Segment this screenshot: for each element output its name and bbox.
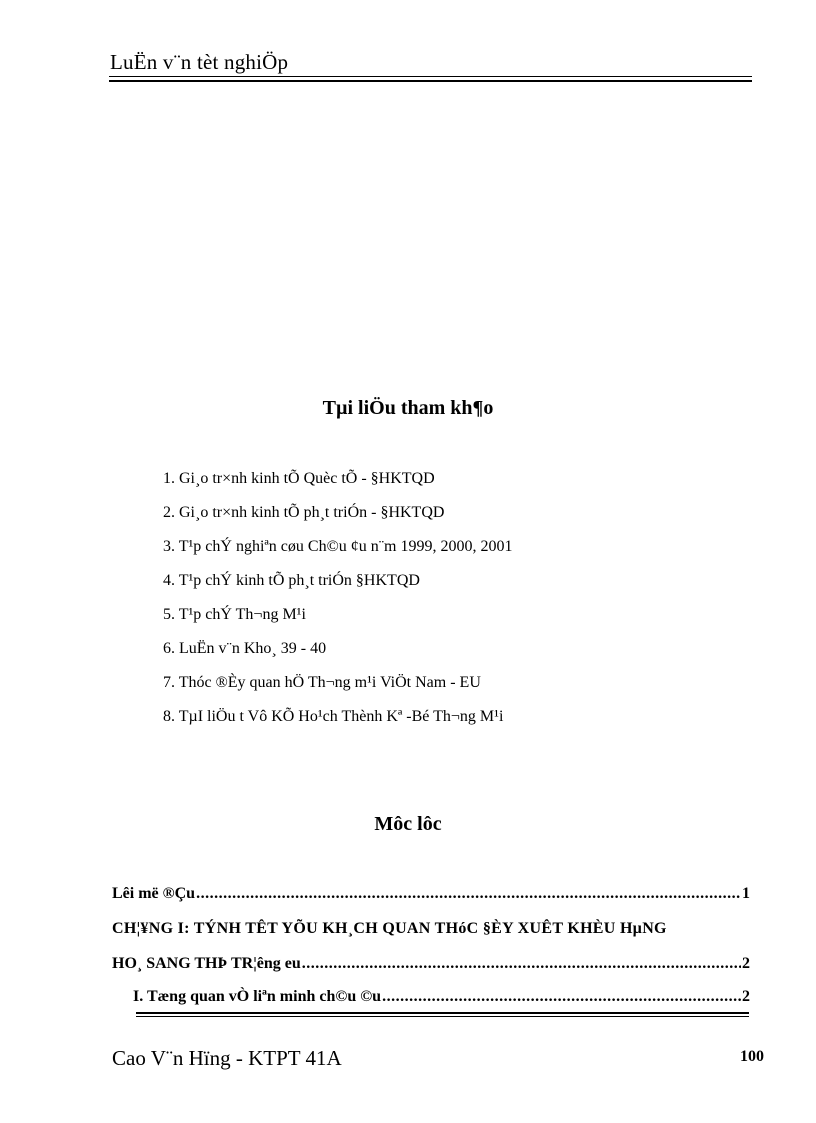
toc-entry-chapter-1-cont[interactable] [112,955,750,977]
header-title: LuËn v¨n tèt nghiÖp [110,50,289,74]
toc-leader-dots [196,885,741,903]
toc-entry-page: 2 [742,988,750,1005]
reference-item: 1. Gi¸o tr×nh kinh tÕ Quèc tÕ - §HKTQD [163,470,435,487]
toc-entry-text: Lêi më ®Çu [112,885,196,902]
toc-title: Môc lôc [374,813,442,835]
toc-entry-chapter-1[interactable]: CH¦¥NG I: TÝNH TÊT YÕU KH¸CH QUAN THóC §ÈY XUÊT KHÈU HµNG [112,920,667,937]
references-list [163,468,513,740]
toc-entry-page: 2 [742,955,750,972]
reference-item: 5. T¹p chÝ Th¬ng M¹i [163,606,306,623]
toc-entry-section-1[interactable] [133,988,750,1010]
header-rule [109,76,752,82]
toc-entry-introduction[interactable] [112,885,750,907]
toc-leader-dots [302,955,741,973]
toc-leader-dots [382,988,741,1006]
reference-item: 7. Thóc ®Èy quan hÖ Th¬ng m¹i ViÖt Nam - EU [163,674,481,691]
reference-item: 2. Gi¸o tr×nh kinh tÕ ph¸t triÓn - §HKTQD [163,504,445,521]
toc-entry-text: I. Tæng quan vÒ liªn minh ch©u ©u [133,988,382,1005]
toc-entry-page: 1 [742,885,750,902]
page-number: 100 [740,1048,764,1065]
reference-item: 6. LuËn v¨n Kho¸ 39 - 40 [163,640,327,657]
footer-author: Cao V¨n Hïng - KTPT 41A [112,1046,342,1070]
footer-rule [136,1012,749,1017]
reference-item: 3. T¹p chÝ nghiªn cøu Ch©u ¢u n¨m 1999, 2000, 2001 [163,538,513,555]
reference-item: 4. T¹p chÝ kinh tÕ ph¸t triÓn §HKTQD [163,572,420,589]
toc-entry-text: HO¸ SANG THÞ TR¦êng eu [112,955,301,972]
references-title: Tµi liÖu tham kh¶o [322,397,494,419]
reference-item: 8. TµI liÖu t Vô KÕ Ho¹ch Thènh Kª -Bé Th¬ng M¹i [163,708,504,725]
